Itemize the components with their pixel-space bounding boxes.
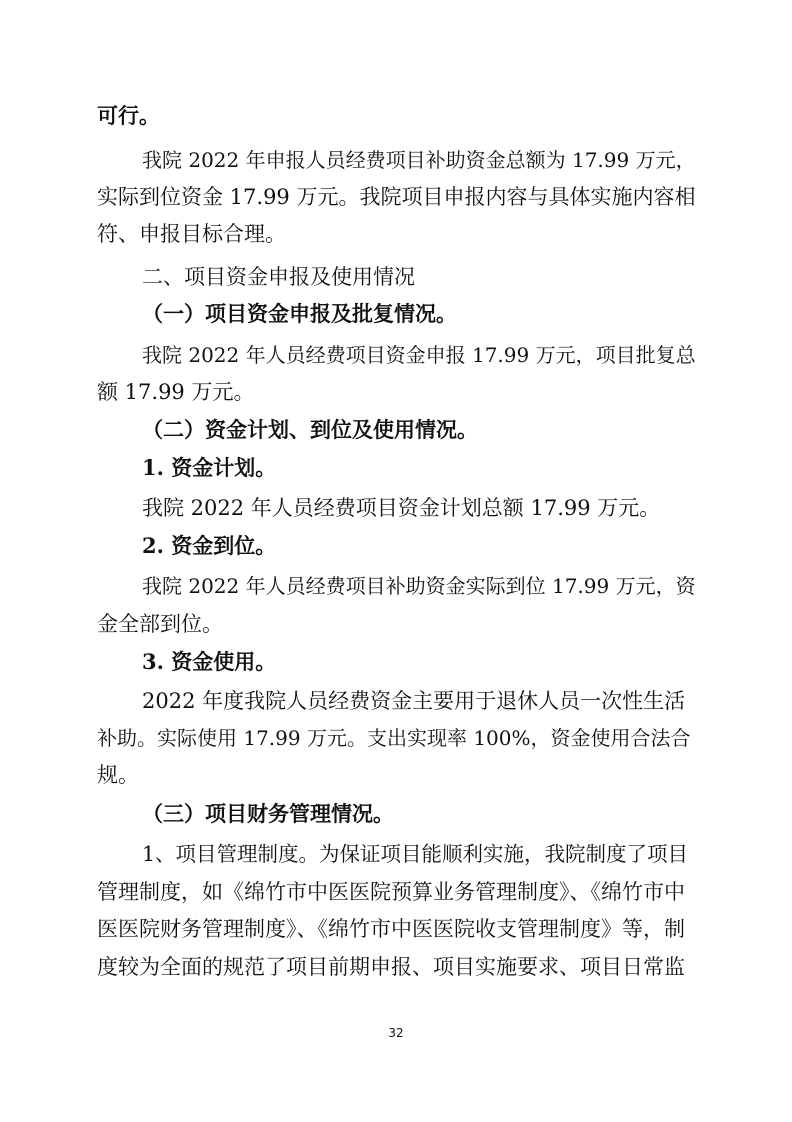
text-line: 管理制度，如《绵竹市中医医院预算业务管理制度》、《绵竹市中: [97, 880, 685, 904]
text-line: 金全部到位。: [97, 612, 223, 636]
item-heading: 2. 资金到位。: [142, 533, 277, 558]
subsection-heading: （二）资金计划、到位及使用情况。: [142, 417, 478, 442]
subsection-heading: （三）项目财务管理情况。: [142, 801, 394, 826]
text-line: 补助。实际使用 17.99 万元。支出实现率 100%，资金使用合法合: [97, 726, 691, 750]
page-number: 32: [388, 1026, 404, 1040]
text-line: 实际到位资金 17.99 万元。我院项目申报内容与具体实施内容相: [97, 185, 696, 209]
paragraph-first-line: 1、项目管理制度。为保证项目能顺利实施，我院制度了项目: [142, 842, 689, 866]
paragraph-first-line: 2022 年度我院人员经费资金主要用于退休人员一次性生活: [142, 689, 686, 713]
subsection-heading: （一）项目资金申报及批复情况。: [142, 301, 457, 326]
text-line: 医医院财务管理制度》、《绵竹市中医医院收支管理制度》等，制: [97, 917, 685, 941]
text-line: 符、申报目标合理。: [97, 222, 286, 246]
paragraph-first-line: 我院 2022 年人员经费项目补助资金实际到位 17.99 万元，资: [142, 574, 696, 598]
paragraph-line: 我院 2022 年人员经费项目资金计划总额 17.99 万元。: [142, 496, 661, 520]
paragraph-first-line: 我院 2022 年申报人员经费项目补助资金总额为 17.99 万元，: [142, 148, 696, 172]
paragraph-first-line: 我院 2022 年人员经费项目资金申报 17.99 万元，项目批复总: [142, 343, 696, 367]
section-heading: 二、项目资金申报及使用情况: [142, 265, 415, 289]
item-heading: 3. 资金使用。: [142, 649, 277, 674]
text-line: 额 17.99 万元。: [97, 380, 255, 404]
item-heading: 1. 资金计划。: [142, 455, 277, 480]
text-line: 可行。: [97, 103, 160, 128]
text-line: 度较为全面的规范了项目前期申报、项目实施要求、项目日常监: [97, 955, 685, 979]
text-line: 规。: [97, 763, 139, 787]
